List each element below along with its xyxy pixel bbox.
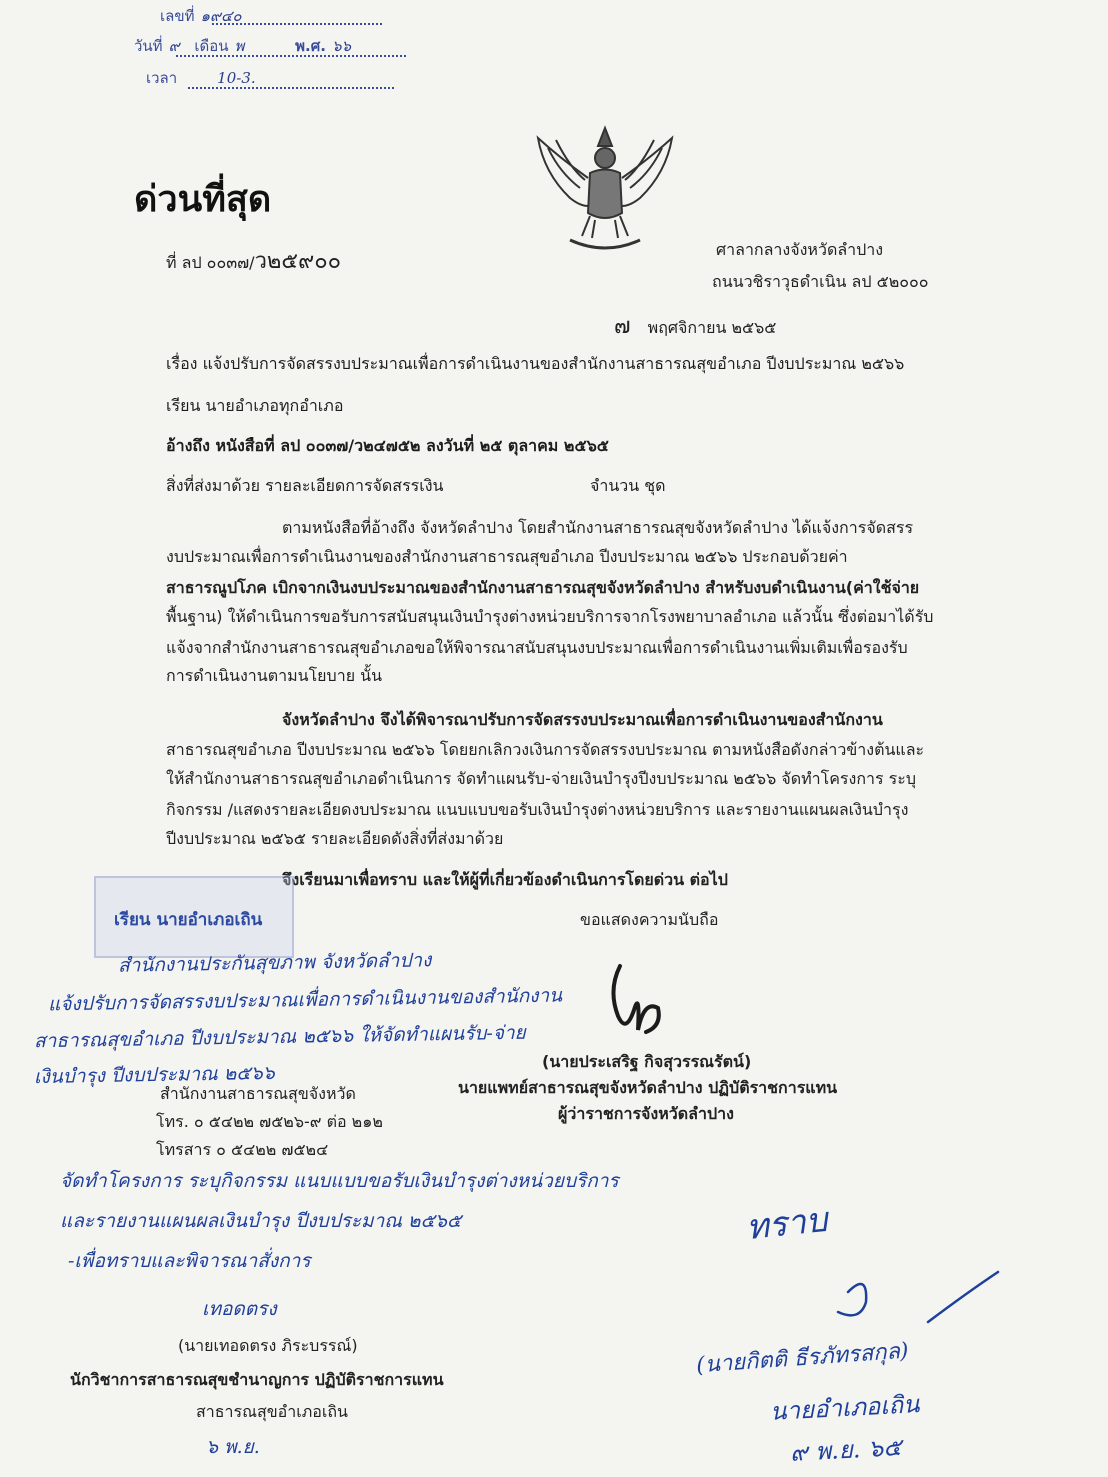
handwritten-note-line: และรายงานแผนผลเงินบำรุง ปีงบประมาณ ๒๕๖๕ xyxy=(60,1210,462,1232)
handwritten-note-line: -เพื่อทราบและพิจารณาสั่งการ xyxy=(68,1250,311,1272)
garuda-emblem-icon xyxy=(530,118,680,258)
signer-title-1: นายแพทย์สาธารณสุขจังหวัดลำปาง ปฏิบัติราชการแทน xyxy=(458,1078,838,1097)
para2-line: จังหวัดลำปาง จึงได้พิจารณาปรับการจัดสรรงบประมาณเพื่อการดำเนินงานของสำนักงาน xyxy=(282,710,883,729)
contact-phone: โทร. ๐ ๕๔๒๒ ๗๕๒๖-๙ ต่อ ๒๑๒ xyxy=(156,1112,383,1131)
para2-line: ปีงบประมาณ ๒๕๖๕ รายละเอียดดังสิ่งที่ส่งมาด้วย xyxy=(166,829,504,848)
contact-fax: โทรสาร ๐ ๕๔๒๒ ๗๕๒๔ xyxy=(156,1140,329,1159)
para2-line: กิจกรรม /แสดงรายละเอียดงบประมาณ แนบแบบขอรับเงินบำรุงต่างหน่วยบริการ และรายงานแผนผลเงินบำรุง xyxy=(166,800,909,819)
para2-line: สาธารณสุขอำเภอ ปีงบประมาณ ๒๕๖๖ โดยยกเลิกวงเงินการจัดสรรงบประมาณ ตามหนังสือดังกล่าวข้างต้นและ xyxy=(166,740,925,759)
stamp-date: วันที่ ๙ เดือน พ พ.ศ. ๖๖ xyxy=(134,37,352,55)
signature-mark-icon xyxy=(600,960,670,1040)
para3-line: จึงเรียนมาเพื่อทราบ และให้ผู้ที่เกี่ยวข้องดำเนินการโดยด่วน ต่อไป xyxy=(282,870,728,889)
para1-line: การดำเนินงานตามนโยบาย นั้น xyxy=(166,666,383,685)
stamp-number-dots xyxy=(212,22,382,25)
signer-name: (นายประเสริฐ กิจสุวรรณรัตน์) xyxy=(542,1052,752,1071)
para1-line: สาธารณูปโภค เบิกจากเงินงบประมาณของสำนักงานสาธารณสุขจังหวัดลำปาง สำหรับงบดำเนินงาน(ค่าใช้จ่าย xyxy=(166,578,920,597)
urgency-label: ด่วนที่สุด xyxy=(134,179,272,220)
order-line-2: (นายกิตติ ธีรภัทรสกุล) xyxy=(695,1338,910,1379)
handwritten-signature: เทอดตรง xyxy=(202,1298,277,1320)
office-address-line2: ถนนวชิราวุธดำเนิน ลป ๕๒๐๐๐ xyxy=(712,272,929,291)
handwritten-note-line: สำนักงานประกันสุขภาพ จังหวัดลำปาง xyxy=(117,949,432,977)
note-signer-name: (นายเทอดตรง ภิระบรรณ์) xyxy=(178,1336,358,1355)
document-date: ๗ พฤศจิกายน ๒๕๖๕ xyxy=(614,314,777,339)
handwritten-note-line: แจ้งปรับการจัดสรรงบประมาณเพื่อการดำเนินงานของสำนักงาน xyxy=(47,984,563,1016)
order-signature-icon xyxy=(808,1262,1008,1342)
handwritten-note-line: จัดทำโครงการ ระบุกิจกรรม แนบแบบขอรับเงินบำรุงต่างหน่วยบริการ xyxy=(60,1170,619,1192)
stamp-time-dots xyxy=(188,86,394,89)
reference-number: ที่ ลป ๐๐๓๗/ว๒๕๙๐๐ xyxy=(166,249,342,274)
enclosure-line: สิ่งที่ส่งมาด้วย รายละเอียดการจัดสรรเงิน xyxy=(166,476,444,495)
note-signer-title-2: สาธารณสุขอำเภอเถิน xyxy=(196,1402,348,1421)
para2-line: ให้สำนักงานสาธารณสุขอำเภอดำเนินการ จัดทำแผนรับ-จ่ายเงินบำรุงปีงบประมาณ ๒๕๖๖ จัดทำโครงการ ระบุ xyxy=(166,769,917,788)
signer-title-2: ผู้ว่าราชการจังหวัดลำปาง xyxy=(558,1104,734,1123)
para1-line: ตามหนังสือที่อ้างถึง จังหวัดลำปาง โดยสำนักงานสาธารณสุขจังหวัดลำปาง ได้แจ้งการจัดสรร xyxy=(282,518,914,537)
stamp-time: เวลา 10-3. xyxy=(146,69,256,87)
handwritten-note-line: เงินบำรุง ปีงบประมาณ ๒๕๖๖ xyxy=(33,1061,275,1089)
office-address-line1: ศาลากลางจังหวัดลำปาง xyxy=(716,240,884,259)
stamp-date-dots xyxy=(176,54,406,57)
handwritten-note-line: สาธารณสุขอำเภอ ปีงบประมาณ ๒๕๖๖ ให้จัดทำแผนรับ-จ่าย xyxy=(33,1021,526,1053)
enclosure-quantity: จำนวน ชุด xyxy=(590,476,666,495)
to-line: เรียน นายอำเภอทุกอำเภอ xyxy=(166,396,344,415)
para1-line: แจ้งจากสำนักงานสาธารณสุขอำเภอขอให้พิจารณาสนับสนุนงบประมาณเพื่อการดำเนินงานเพิ่มเติมเพื่อรองรับ xyxy=(166,638,908,657)
note-date: ๖ พ.ย. xyxy=(206,1436,260,1458)
order-line-3: นายอำเภอเถิน xyxy=(769,1390,921,1426)
order-line-4: ๙ พ.ย. ๖๕ xyxy=(789,1433,903,1467)
para1-line: งบประมาณเพื่อการดำเนินงานของสำนักงานสาธารณสุขอำเภอ ปีงบประมาณ ๒๕๖๖ ประกอบด้วยค่า xyxy=(166,547,848,566)
para1-line: พื้นฐาน) ให้ดำเนินการขอรับการสนับสนุนเงินบำรุงต่างหน่วยบริการจากโรงพยาบาลอำเภอ แล้วนั้น ซึ่งต่อมาได้รับ xyxy=(166,607,934,626)
reference-line: อ้างถึง หนังสือที่ ลป ๐๐๓๗/ว๒๔๗๕๒ ลงวันที่ ๒๕ ตุลาคม ๒๕๖๕ xyxy=(166,436,609,455)
contact-office: สำนักงานสาธารณสุขจังหวัด xyxy=(160,1084,356,1103)
subject-line: เรื่อง แจ้งปรับการจัดสรรงบประมาณเพื่อการดำเนินงานของสำนักงานสาธารณสุขอำเภอ ปีงบประมาณ ๒๕๖๖ xyxy=(166,354,905,373)
stamp-number: เลขที่ ๑๙๔๐ xyxy=(160,7,242,25)
order-line-1: ทราบ xyxy=(744,1199,830,1249)
note-signer-title-1: นักวิชาการสาธารณสุขชำนาญการ ปฏิบัติราชการแทน xyxy=(70,1370,444,1389)
received-stamp: เรียน นายอำเภอเถิน xyxy=(94,876,294,958)
closing-line: ขอแสดงความนับถือ xyxy=(580,910,719,929)
